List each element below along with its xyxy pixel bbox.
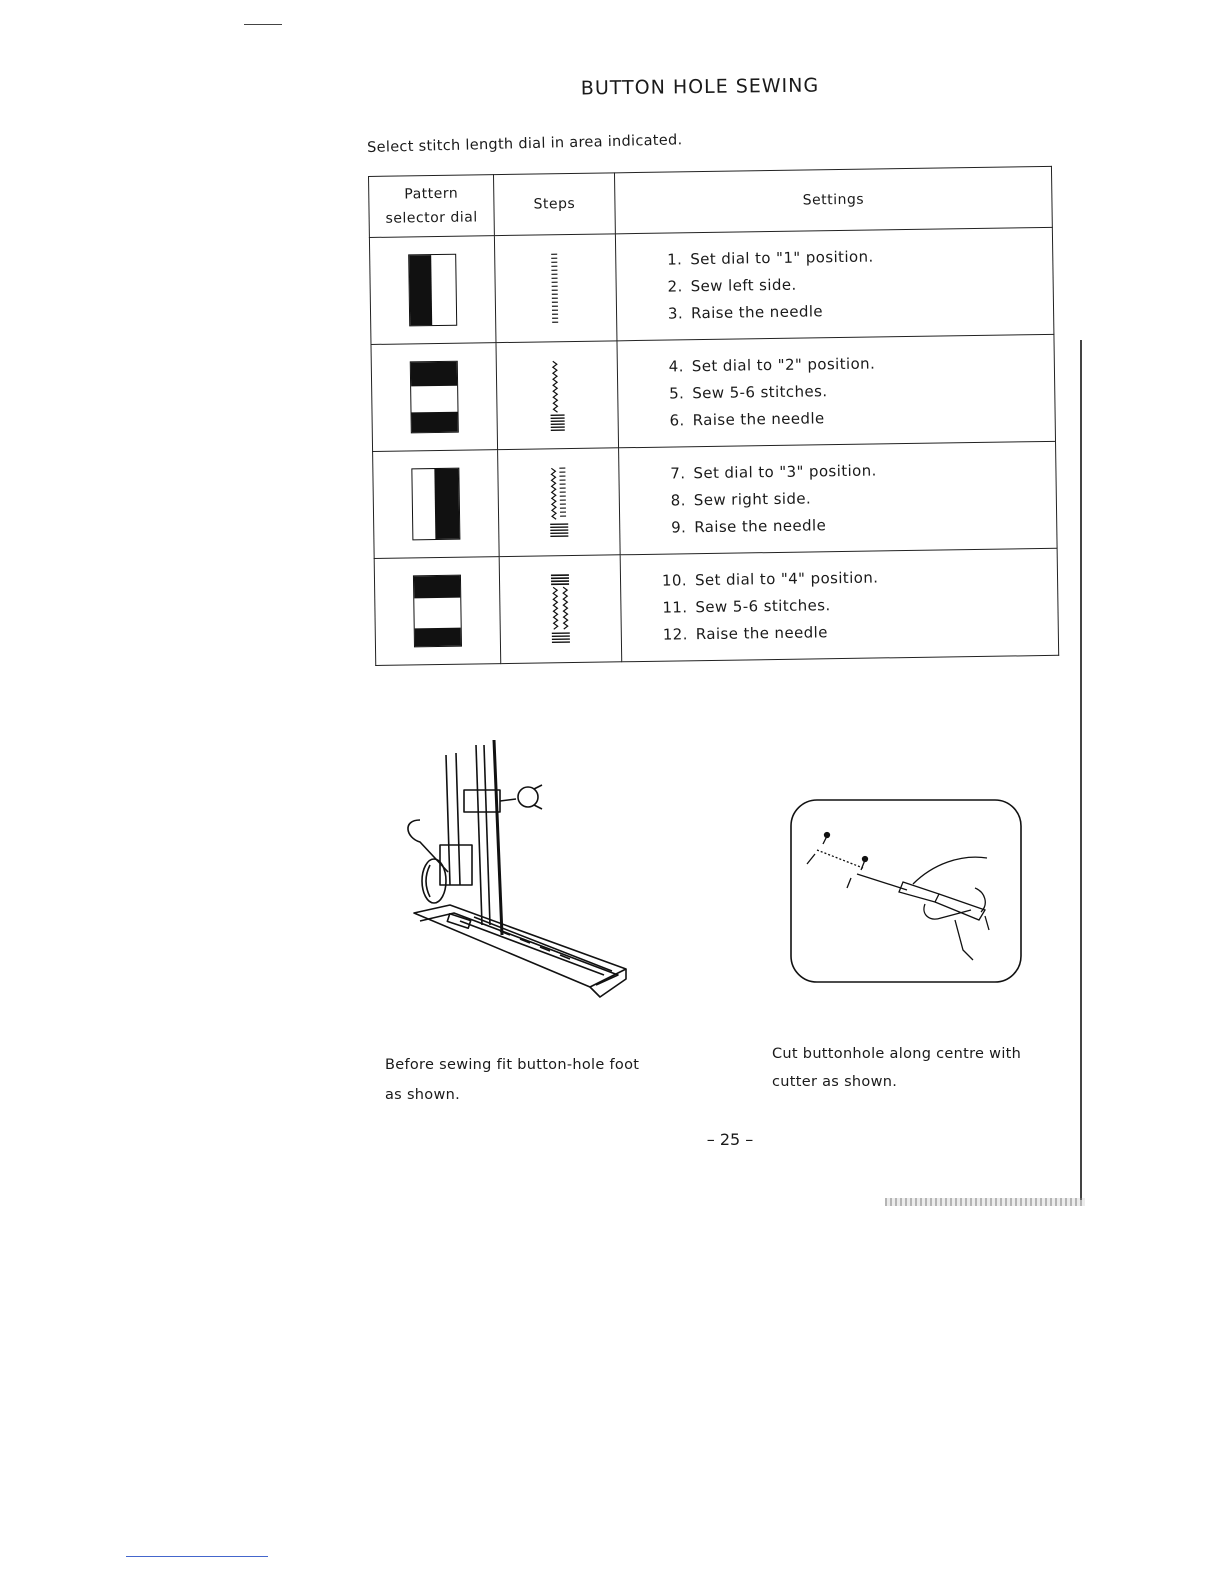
foot-caption: Before sewing fit button-hole foot as shown.	[385, 1057, 640, 1103]
dial-position-2-icon	[410, 361, 459, 434]
table-row	[371, 334, 1056, 451]
settings-list	[619, 454, 1056, 541]
settings-cell	[619, 441, 1058, 554]
header-steps: Steps	[493, 173, 615, 236]
pattern-cell	[371, 343, 498, 452]
scan-mark	[244, 24, 282, 25]
seam-ripper-cutting-illustration-icon	[789, 798, 1025, 986]
list-item: 12. Raise the needle	[662, 622, 828, 644]
dial-position-1-icon	[408, 254, 457, 327]
settings-table-wrapper	[368, 166, 1065, 670]
header-pattern-selector	[369, 175, 495, 238]
list-item: 10. Set dial to "4" position.	[661, 567, 879, 590]
page-title: BUTTON HOLE SEWING	[580, 74, 820, 100]
steps-cell	[496, 341, 619, 450]
settings-cell	[620, 548, 1059, 661]
list-item: 8. Sew right side.	[670, 488, 812, 510]
list-item: 1. Set dial to "1" position.	[667, 247, 874, 269]
dial-position-3-icon	[411, 468, 460, 541]
steps-cell	[498, 448, 621, 557]
top-bartack-stitch-icon	[547, 571, 574, 647]
list-item: 7. Set dial to "3" position.	[670, 460, 877, 483]
paper-edge-bottom	[885, 1198, 1085, 1206]
list-item: 4. Set dial to "2" position.	[668, 353, 876, 376]
list-item: 11. Sew 5-6 stitches.	[662, 595, 831, 617]
header-pattern-line1: Pattern	[404, 185, 459, 203]
steps-cell	[499, 555, 622, 664]
list-item: 5. Sew 5-6 stitches.	[668, 381, 828, 403]
header-pattern-line2: selector dial	[385, 209, 478, 227]
pattern-cell	[374, 557, 501, 666]
settings-list	[616, 240, 1053, 327]
steps-cell	[494, 234, 617, 343]
intro-text: Select stitch length dial in area indicated.	[367, 132, 683, 156]
list-item: 2. Sew left side.	[667, 275, 797, 296]
header-settings: Settings	[614, 166, 1052, 233]
table-row	[373, 441, 1058, 558]
scan-underline	[126, 1556, 268, 1557]
page-number: – 25 –	[706, 1130, 754, 1149]
table-row	[374, 548, 1059, 665]
settings-table	[368, 166, 1059, 666]
zigzag-bartack-bottom-stitch-icon	[545, 357, 570, 433]
pattern-cell	[373, 450, 500, 559]
pattern-cell	[369, 236, 496, 345]
dial-position-4-icon	[413, 575, 462, 648]
buttonhole-foot-illustration-icon	[390, 735, 640, 1005]
list-item: 3. Raise the needle	[667, 301, 824, 323]
list-item: 6. Raise the needle	[669, 408, 825, 430]
settings-list	[618, 347, 1055, 434]
settings-cell	[615, 227, 1054, 340]
straight-bartack-left-stitch-icon	[545, 250, 566, 326]
right-side-stitch-icon	[545, 464, 572, 540]
paper-edge-right	[1080, 340, 1088, 1200]
list-item: 9. Raise the needle	[670, 515, 827, 537]
settings-list	[621, 561, 1058, 648]
settings-cell	[617, 334, 1056, 447]
table-row	[369, 227, 1054, 344]
cutter-caption: Cut buttonhole along centre with cutter as shown.	[772, 1046, 1022, 1090]
table-header-row	[369, 166, 1053, 237]
